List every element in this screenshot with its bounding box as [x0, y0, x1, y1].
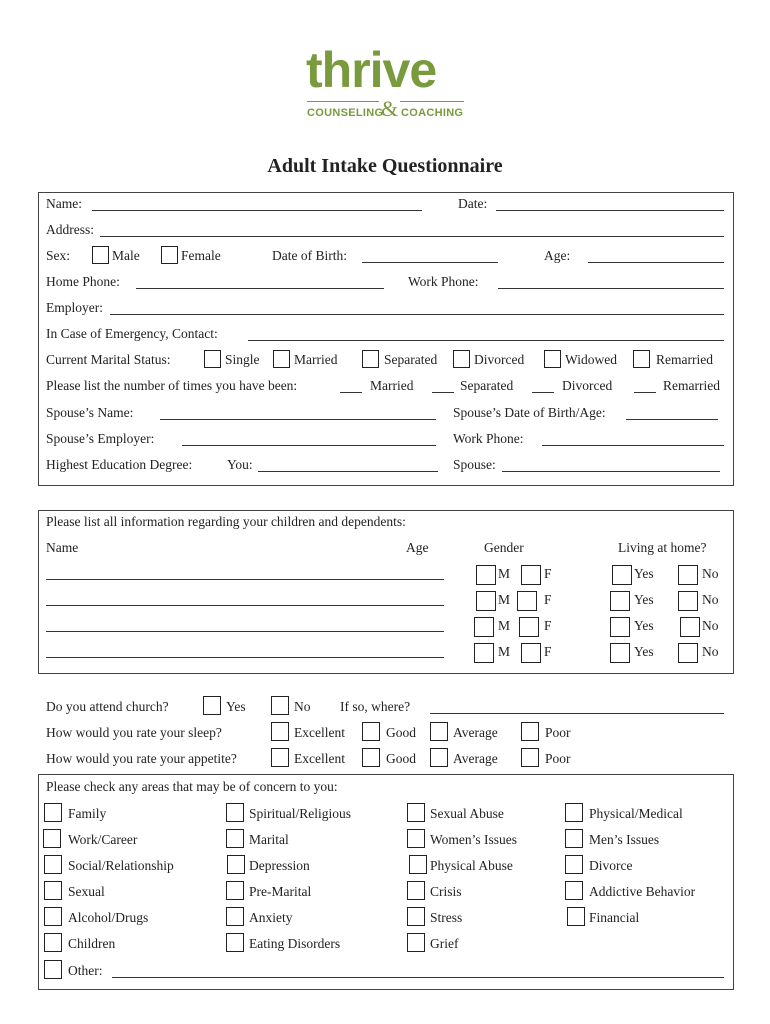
- children-col-name: Name: [46, 540, 79, 555]
- logo-rule-left: [307, 101, 379, 102]
- child-2-m-label: M: [498, 592, 511, 607]
- concern-social-relationship-label: Social/Relationship: [68, 858, 174, 873]
- age-label: Age:: [544, 248, 571, 263]
- single-label: Single: [225, 352, 260, 367]
- child-2-f-checkbox[interactable]: [517, 591, 537, 611]
- church-no-checkbox[interactable]: [271, 696, 289, 715]
- child-3-m-label: M: [498, 618, 511, 633]
- concerns-prompt: Please check any areas that may be of concern to you:: [46, 779, 338, 794]
- appetite-average-checkbox[interactable]: [430, 748, 448, 767]
- concern-mens-issues-checkbox[interactable]: [565, 829, 583, 848]
- separated-checkbox[interactable]: [362, 350, 379, 368]
- remarried-checkbox[interactable]: [633, 350, 650, 368]
- child-4-f-checkbox[interactable]: [521, 643, 541, 663]
- widowed-label: Widowed: [565, 352, 617, 367]
- work-phone-label: Work Phone:: [408, 274, 479, 289]
- child-3-yes-checkbox[interactable]: [610, 617, 630, 637]
- appetite-excellent-checkbox[interactable]: [271, 748, 289, 767]
- times-label: Please list the number of times you have been:: [46, 378, 298, 393]
- child-2-m-checkbox[interactable]: [476, 591, 496, 611]
- education-label: Highest Education Degree:: [46, 457, 193, 472]
- concern-crisis-label: Crisis: [430, 884, 462, 899]
- logo-wordmark: thrive: [306, 42, 437, 98]
- male-checkbox[interactable]: [92, 246, 109, 264]
- church-yes-label: Yes: [226, 699, 246, 714]
- child-3-field[interactable]: [46, 631, 444, 632]
- concern-eating-disorders-checkbox[interactable]: [226, 933, 244, 952]
- concern-sexual-label: Sexual: [68, 884, 105, 899]
- marital-status-label: Current Marital Status:: [46, 352, 171, 367]
- child-2-field[interactable]: [46, 605, 444, 606]
- times-married-label: Married: [370, 378, 414, 393]
- concern-womens-issues-checkbox[interactable]: [407, 829, 425, 848]
- concern-family-label: Family: [68, 806, 107, 821]
- appetite-excellent-label: Excellent: [294, 751, 345, 766]
- concern-pre-marital-label: Pre-Marital: [249, 884, 312, 899]
- child-1-field[interactable]: [46, 579, 444, 580]
- concern-children-checkbox[interactable]: [44, 933, 62, 952]
- dob-label: Date of Birth:: [272, 248, 347, 263]
- church-no-label: No: [294, 699, 311, 714]
- child-2-f-label: F: [544, 592, 552, 607]
- child-4-m-checkbox[interactable]: [474, 643, 494, 663]
- concern-grief-label: Grief: [430, 936, 459, 951]
- child-2-yes-checkbox[interactable]: [610, 591, 630, 611]
- sex-label: Sex:: [46, 248, 71, 263]
- concern-other-field[interactable]: [112, 977, 724, 978]
- concern-financial-label: Financial: [589, 910, 640, 925]
- concern-sexual-checkbox[interactable]: [44, 881, 62, 900]
- sleep-average-label: Average: [453, 725, 498, 740]
- concern-work-career-checkbox[interactable]: [43, 829, 61, 848]
- appetite-good-label: Good: [386, 751, 416, 766]
- female-label: Female: [181, 248, 221, 263]
- child-2-no-checkbox[interactable]: [678, 591, 698, 611]
- times-remarried-label: Remarried: [663, 378, 720, 393]
- child-1-f-checkbox[interactable]: [521, 565, 541, 585]
- child-4-f-label: F: [544, 644, 552, 659]
- concern-physical-medical-label: Physical/Medical: [589, 806, 683, 821]
- logo-ampersand: &: [381, 96, 399, 121]
- children-col-home: Living at home?: [618, 540, 707, 555]
- spouse-work-phone-label: Work Phone:: [453, 431, 524, 446]
- emergency-label: In Case of Emergency, Contact:: [46, 326, 218, 341]
- child-3-f-label: F: [544, 618, 552, 633]
- date-field[interactable]: [496, 210, 724, 211]
- sleep-excellent-checkbox[interactable]: [271, 722, 289, 741]
- child-2-no-label: No: [702, 592, 719, 607]
- concern-crisis-checkbox[interactable]: [407, 881, 425, 900]
- child-1-no-label: No: [702, 566, 719, 581]
- education-spouse-field[interactable]: [502, 471, 720, 472]
- concern-family-checkbox[interactable]: [44, 803, 62, 822]
- concern-anxiety-label: Anxiety: [249, 910, 293, 925]
- concern-marital-checkbox[interactable]: [226, 829, 244, 848]
- children-col-gender: Gender: [484, 540, 524, 555]
- spouse-employer-label: Spouse’s Employer:: [46, 431, 155, 446]
- widowed-checkbox[interactable]: [544, 350, 561, 368]
- children-prompt: Please list all information regarding your children and dependents:: [46, 514, 406, 529]
- child-4-no-checkbox[interactable]: [678, 643, 698, 663]
- child-4-yes-checkbox[interactable]: [610, 643, 630, 663]
- married-checkbox[interactable]: [273, 350, 290, 368]
- appetite-good-checkbox[interactable]: [362, 748, 380, 767]
- sleep-good-checkbox[interactable]: [362, 722, 380, 741]
- concern-alcohol-drugs-label: Alcohol/Drugs: [68, 910, 149, 925]
- child-4-m-label: M: [498, 644, 511, 659]
- child-3-no-checkbox[interactable]: [680, 617, 700, 637]
- concern-spiritual-religious-checkbox[interactable]: [226, 803, 244, 822]
- name-label: Name:: [46, 196, 82, 211]
- concern-anxiety-checkbox[interactable]: [226, 907, 244, 926]
- spouse-dob-field[interactable]: [626, 419, 718, 420]
- concern-physical-abuse-label: Physical Abuse: [430, 858, 513, 873]
- dob-field[interactable]: [362, 262, 498, 263]
- concern-addictive-behavior-checkbox[interactable]: [565, 881, 583, 900]
- work-phone-field[interactable]: [498, 288, 724, 289]
- child-4-no-label: No: [702, 644, 719, 659]
- concern-eating-disorders-label: Eating Disorders: [249, 936, 341, 951]
- concern-womens-issues-label: Women’s Issues: [430, 832, 518, 847]
- divorced-label: Divorced: [474, 352, 525, 367]
- concern-physical-medical-checkbox[interactable]: [565, 803, 583, 822]
- page-title: Adult Intake Questionnaire: [267, 155, 503, 177]
- child-1-yes-checkbox[interactable]: [612, 565, 632, 585]
- home-phone-label: Home Phone:: [46, 274, 120, 289]
- appetite-poor-label: Poor: [545, 751, 571, 766]
- concern-financial-checkbox[interactable]: [567, 907, 585, 926]
- concern-depression-label: Depression: [249, 858, 310, 873]
- appetite-question: How would you rate your appetite?: [46, 751, 237, 766]
- appetite-average-label: Average: [453, 751, 498, 766]
- age-field[interactable]: [588, 262, 724, 263]
- education-you-label: You:: [227, 457, 253, 472]
- child-4-field[interactable]: [46, 657, 444, 658]
- child-1-f-label: F: [544, 566, 552, 581]
- single-checkbox[interactable]: [204, 350, 221, 368]
- spouse-name-label: Spouse’s Name:: [46, 405, 134, 420]
- logo-coaching: COACHING: [401, 107, 464, 119]
- concern-social-relationship-checkbox[interactable]: [44, 855, 62, 874]
- spouse-name-field[interactable]: [160, 419, 436, 420]
- concern-work-career-label: Work/Career: [68, 832, 138, 847]
- child-3-no-label: No: [702, 618, 719, 633]
- separated-label: Separated: [384, 352, 438, 367]
- concern-stress-checkbox[interactable]: [407, 907, 425, 926]
- female-checkbox[interactable]: [161, 246, 178, 264]
- concern-spiritual-religious-label: Spiritual/Religious: [249, 806, 352, 821]
- concern-divorce-label: Divorce: [589, 858, 633, 873]
- times-divorced-label: Divorced: [562, 378, 613, 393]
- concern-grief-checkbox[interactable]: [407, 933, 425, 952]
- church-question: Do you attend church?: [46, 699, 169, 714]
- times-married-field[interactable]: [340, 392, 362, 393]
- emergency-field[interactable]: [248, 340, 724, 341]
- address-field[interactable]: [100, 236, 724, 237]
- spouse-dob-label: Spouse’s Date of Birth/Age:: [453, 405, 606, 420]
- logo-rule-right: [400, 101, 464, 102]
- child-4-yes-label: Yes: [634, 644, 654, 659]
- church-where-field[interactable]: [430, 713, 724, 714]
- married-label: Married: [294, 352, 338, 367]
- concern-pre-marital-checkbox[interactable]: [226, 881, 244, 900]
- logo-counseling: COUNSELING: [307, 107, 384, 119]
- employer-field[interactable]: [110, 314, 724, 315]
- concern-children-label: Children: [68, 936, 116, 951]
- times-separated-label: Separated: [460, 378, 514, 393]
- child-2-yes-label: Yes: [634, 592, 654, 607]
- education-spouse-label: Spouse:: [453, 457, 496, 472]
- child-3-yes-label: Yes: [634, 618, 654, 633]
- church-yes-checkbox[interactable]: [203, 696, 221, 715]
- times-divorced-field[interactable]: [532, 392, 554, 393]
- sleep-question: How would you rate your sleep?: [46, 725, 222, 740]
- child-1-yes-label: Yes: [634, 566, 654, 581]
- sleep-excellent-label: Excellent: [294, 725, 345, 740]
- employer-label: Employer:: [46, 300, 103, 315]
- concern-other-label: Other:: [68, 963, 103, 978]
- concern-marital-label: Marital: [249, 832, 289, 847]
- times-separated-field[interactable]: [432, 392, 454, 393]
- concern-other-checkbox[interactable]: [44, 960, 62, 979]
- child-1-m-label: M: [498, 566, 511, 581]
- church-where-label: If so, where?: [340, 699, 411, 714]
- concern-physical-abuse-checkbox[interactable]: [409, 855, 427, 874]
- concern-divorce-checkbox[interactable]: [565, 855, 583, 874]
- concern-alcohol-drugs-checkbox[interactable]: [44, 907, 62, 926]
- child-3-f-checkbox[interactable]: [519, 617, 539, 637]
- concern-sexual-abuse-label: Sexual Abuse: [430, 806, 504, 821]
- concern-sexual-abuse-checkbox[interactable]: [407, 803, 425, 822]
- times-remarried-field[interactable]: [634, 392, 656, 393]
- address-label: Address:: [46, 222, 94, 237]
- name-field[interactable]: [92, 210, 422, 211]
- sleep-average-checkbox[interactable]: [430, 722, 448, 741]
- appetite-poor-checkbox[interactable]: [521, 748, 539, 767]
- sleep-poor-checkbox[interactable]: [521, 722, 539, 741]
- child-1-no-checkbox[interactable]: [678, 565, 698, 585]
- remarried-label: Remarried: [656, 352, 713, 367]
- child-1-m-checkbox[interactable]: [476, 565, 496, 585]
- concern-stress-label: Stress: [430, 910, 463, 925]
- child-3-m-checkbox[interactable]: [474, 617, 494, 637]
- children-col-age: Age: [406, 540, 429, 555]
- spouse-work-phone-field[interactable]: [542, 445, 724, 446]
- divorced-checkbox[interactable]: [453, 350, 470, 368]
- home-phone-field[interactable]: [136, 288, 384, 289]
- male-label: Male: [112, 248, 140, 263]
- spouse-employer-field[interactable]: [182, 445, 436, 446]
- concern-depression-checkbox[interactable]: [227, 855, 245, 874]
- concern-mens-issues-label: Men’s Issues: [589, 832, 660, 847]
- sleep-poor-label: Poor: [545, 725, 571, 740]
- education-you-field[interactable]: [258, 471, 438, 472]
- date-label: Date:: [458, 196, 488, 211]
- concern-addictive-behavior-label: Addictive Behavior: [589, 884, 696, 899]
- sleep-good-label: Good: [386, 725, 416, 740]
